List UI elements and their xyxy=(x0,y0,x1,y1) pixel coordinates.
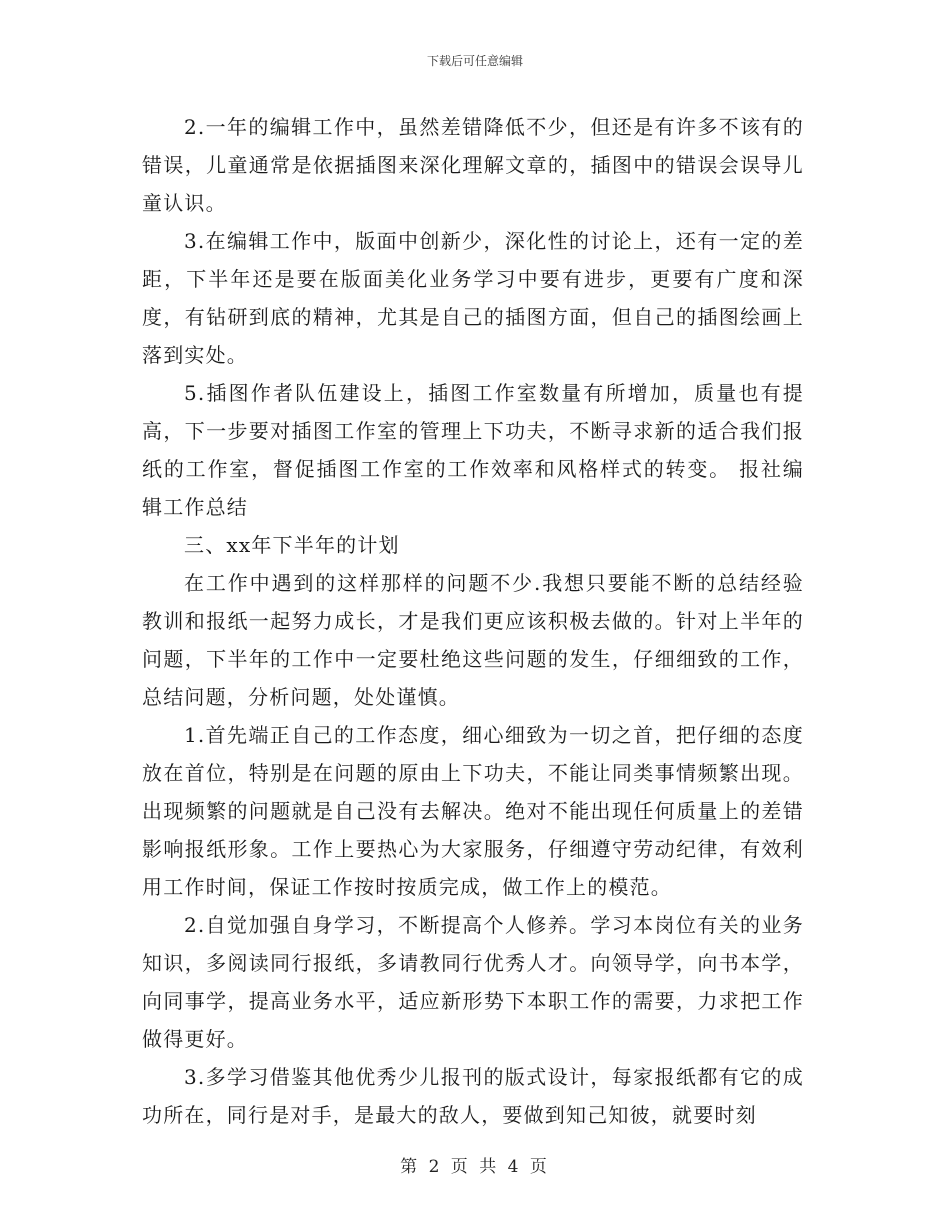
page-number: 第 2 页 共 4 页 xyxy=(400,1157,550,1177)
paragraph-editing-errors: 2.一年的编辑工作中，虽然差错降低不少，但还是有许多不该有的错误，儿童通常是依据插图来深化理解文章的，插图中的错误会误导儿童认识。 xyxy=(142,115,804,215)
paragraph-layout-learning: 3.多学习借鉴其他优秀少儿报刊的版式设计，每家报纸都有它的成功所在，同行是对手，是最大的敌人，要做到知己知彼，就要时刻 xyxy=(142,1065,804,1127)
paragraph-illustration-team: 5.插图作者队伍建设上，插图工作室数量有所增加，质量也有提高，下一步要对插图工作室的管理上下功夫，不断寻求新的适合我们报纸的工作室，督促插图工作室的工作效率和风格样式的转变。 报社编辑工作总结 xyxy=(142,381,804,519)
paragraph-work-attitude: 1.首先端正自己的工作态度，细心细致为一切之首，把仔细的态度放在首位，特别是在问题的原由上下功夫，不能让同类事情频繁出现。出现频繁的问题就是自己没有去解决。绝对不能出现任何质量上的差错影响报纸形象。工作上要热心为大家服务，仔细遵守劳动纪律，有效利用工作时间，保证工作按时按质完成，做工作上的模范。 xyxy=(142,723,804,899)
document-body xyxy=(142,108,804,1134)
paragraph-self-study: 2.自觉加强自身学习，不断提高个人修养。学习本岗位有关的业务知识，多阅读同行报纸，多请教同行优秀人才。向领导学，向书本学，向同事学，提高业务水平，适应新形势下本职工作的需要，力求把工作做得更好。 xyxy=(142,913,804,1051)
section-heading-plan: 三、xx年下半年的计划 xyxy=(184,533,400,557)
page-header: 下载后可任意编辑 xyxy=(426,54,523,68)
paragraph-layout-innovation: 3.在编辑工作中，版面中创新少，深化性的讨论上，还有一定的差距，下半年还是要在版面美化业务学习中要有进步，更要有广度和深度，有钻研到底的精神，尤其是自己的插图方面，但自己的插图绘画上落到实处。 xyxy=(142,229,804,367)
paragraph-problems-summary: 在工作中遇到的这样那样的问题不少.我想只要能不断的总结经验教训和报纸一起努力成长，才是我们更应该积极去做的。针对上半年的问题，下半年的工作中一定要杜绝这些问题的发生，仔细细致的工作，总结问题，分析问题，处处谨慎。 xyxy=(142,571,804,709)
